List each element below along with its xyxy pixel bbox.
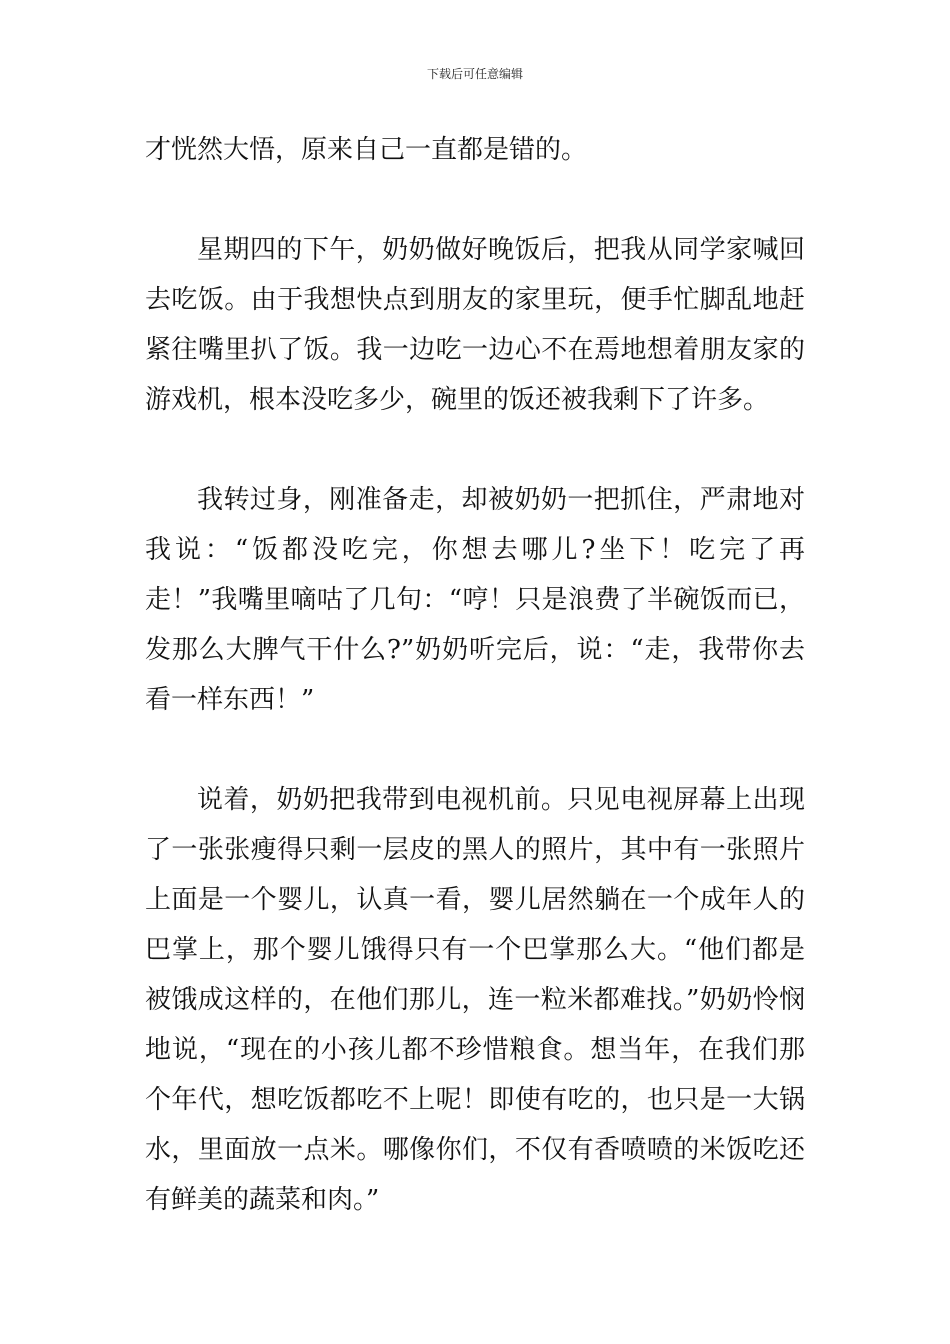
page-header: 下载后可任意编辑 [426,67,523,81]
document-body [145,125,805,1225]
paragraph-3: 我转过身，刚准备走，却被奶奶一把抓住，严肃地对我说：“饭都没吃完，你想去哪儿?坐下！吃完了再走！”我嘴里嘀咕了几句：“哼！只是浪费了半碗饭而已，发那么大脾气干什么?”奶奶听完后，说：“走，我带你去看一样东西！” [145,485,805,715]
paragraph-1: 才恍然大悟，原来自己一直都是错的。 [145,135,588,165]
paragraph-4: 说着，奶奶把我带到电视机前。只见电视屏幕上出现了一张张瘦得只剩一层皮的黑人的照片，其中有一张照片上面是一个婴儿，认真一看，婴儿居然躺在一个成年人的巴掌上，那个婴儿饿得只有一个巴掌那么大。“他们都是被饿成这样的，在他们那儿，连一粒米都难找。”奶奶怜悯地说，“现在的小孩儿都不珍惜粮食。想当年，在我们那个年代，想吃饭都吃不上呢！即使有吃的，也只是一大锅水，里面放一点米。哪像你们，不仅有香喷喷的米饭吃还有鲜美的蔬菜和肉。” [145,785,805,1215]
paragraph-2: 星期四的下午，奶奶做好晚饭后，把我从同学家喊回去吃饭。由于我想快点到朋友的家里玩，便手忙脚乱地赶紧往嘴里扒了饭。我一边吃一边心不在焉地想着朋友家的游戏机，根本没吃多少，碗里的饭还被我剩下了许多。 [145,235,805,415]
